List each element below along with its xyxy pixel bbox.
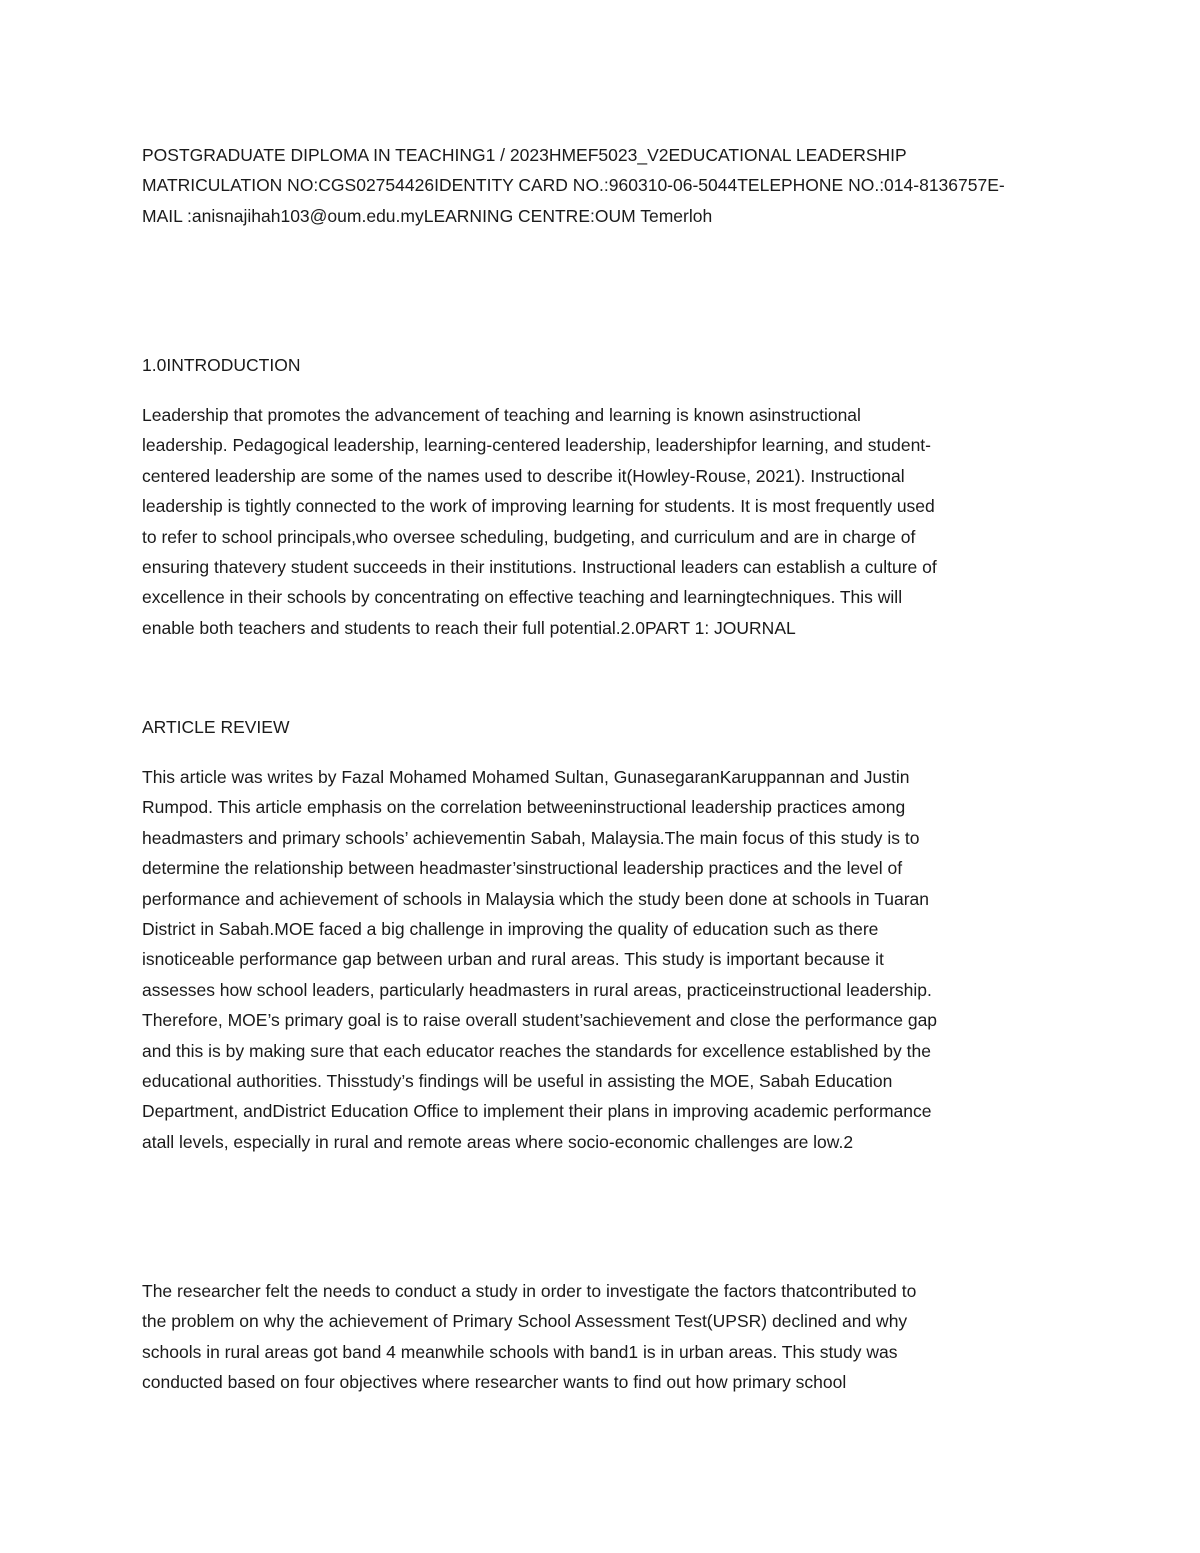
paragraph-line: assesses how school leaders, particularly headmasters in rural areas, practiceinstructional leadership.: [142, 979, 932, 1000]
researcher-paragraph: [142, 1276, 1062, 1398]
paragraph-line: The researcher felt the needs to conduct a study in order to investigate the factors thatcontributed to: [142, 1281, 917, 1301]
paragraph-line: ensuring thatevery student succeeds in their institutions. Instructional leaders can establish a culture of: [142, 557, 937, 578]
introduction-heading: [142, 350, 1062, 380]
paragraph-line: headmasters and primary schools’ achievementin Sabah, Malaysia.The main focus of this study is to: [142, 827, 920, 848]
student-info-header: [142, 140, 1062, 231]
paragraph-line: and this is by making sure that each educator reaches the standards for excellence established by the: [142, 1040, 931, 1061]
introduction-paragraph: [142, 400, 1062, 643]
paragraph-line: leadership. Pedagogical leadership, learning-centered leadership, leadershipfor learning, and student-: [142, 435, 931, 456]
paragraph-line: isnoticeable performance gap between urban and rural areas. This study is important because it: [142, 949, 884, 970]
paragraph-line: conducted based on four objectives where researcher wants to find out how primary school: [142, 1372, 847, 1393]
header-line: MAIL :anisnajihah103@oum.edu.myLEARNING CENTRE:OUM Temerloh: [142, 205, 713, 226]
article-review-paragraph: [142, 762, 1062, 1157]
paragraph-line: This article was writes by Fazal Mohamed Mohamed Sultan, GunasegaranKaruppannan and Justin: [142, 767, 910, 787]
paragraph-line: excellence in their schools by concentrating on effective teaching and learningtechniques. This will: [142, 587, 903, 608]
header-line: MATRICULATION NO:CGS02754426IDENTITY CARD NO.:960310-06-5044TELEPHONE NO.:014-8136757E-: [142, 175, 1005, 196]
paragraph-line: the problem on why the achievement of Primary School Assessment Test(UPSR) declined and why: [142, 1311, 908, 1332]
paragraph-line: Rumpod. This article emphasis on the correlation betweeninstructional leadership practices among: [142, 797, 906, 818]
introduction-heading-text: 1.0INTRODUCTION: [142, 355, 301, 375]
paragraph-line: performance and achievement of schools in Malaysia which the study been done at schools in Tuaran: [142, 888, 929, 909]
paragraph-line: District in Sabah.MOE faced a big challenge in improving the quality of education such as there: [142, 919, 879, 940]
article-review-heading-text: ARTICLE REVIEW: [142, 717, 290, 737]
paragraph-line: determine the relationship between headmaster’sinstructional leadership practices and the level of: [142, 858, 903, 879]
header-line: POSTGRADUATE DIPLOMA IN TEACHING1 / 2023HMEF5023_V2EDUCATIONAL LEADERSHIP: [142, 145, 907, 165]
paragraph-line: enable both teachers and students to reach their full potential.2.0PART 1: JOURNAL: [142, 617, 796, 638]
paragraph-line: atall levels, especially in rural and remote areas where socio-economic challenges are low.2: [142, 1131, 854, 1152]
paragraph-line: Leadership that promotes the advancement of teaching and learning is known asinstructional: [142, 405, 861, 425]
paragraph-line: Therefore, MOE’s primary goal is to raise overall student’sachievement and close the performance gap: [142, 1010, 938, 1031]
paragraph-line: Department, andDistrict Education Office to implement their plans in improving academic performance: [142, 1101, 932, 1122]
paragraph-line: centered leadership are some of the names used to describe it(Howley-Rouse, 2021). Instructional: [142, 465, 905, 486]
paragraph-line: schools in rural areas got band 4 meanwhile schools with band1 is in urban areas. This study was: [142, 1341, 898, 1362]
article-review-heading: [142, 712, 1062, 742]
paragraph-line: to refer to school principals,who oversee scheduling, budgeting, and curriculum and are in charge of: [142, 526, 916, 547]
paragraph-line: leadership is tightly connected to the work of improving learning for students. It is most frequently used: [142, 496, 935, 517]
paragraph-line: educational authorities. Thisstudy’s findings will be useful in assisting the MOE, Sabah Education: [142, 1071, 893, 1092]
